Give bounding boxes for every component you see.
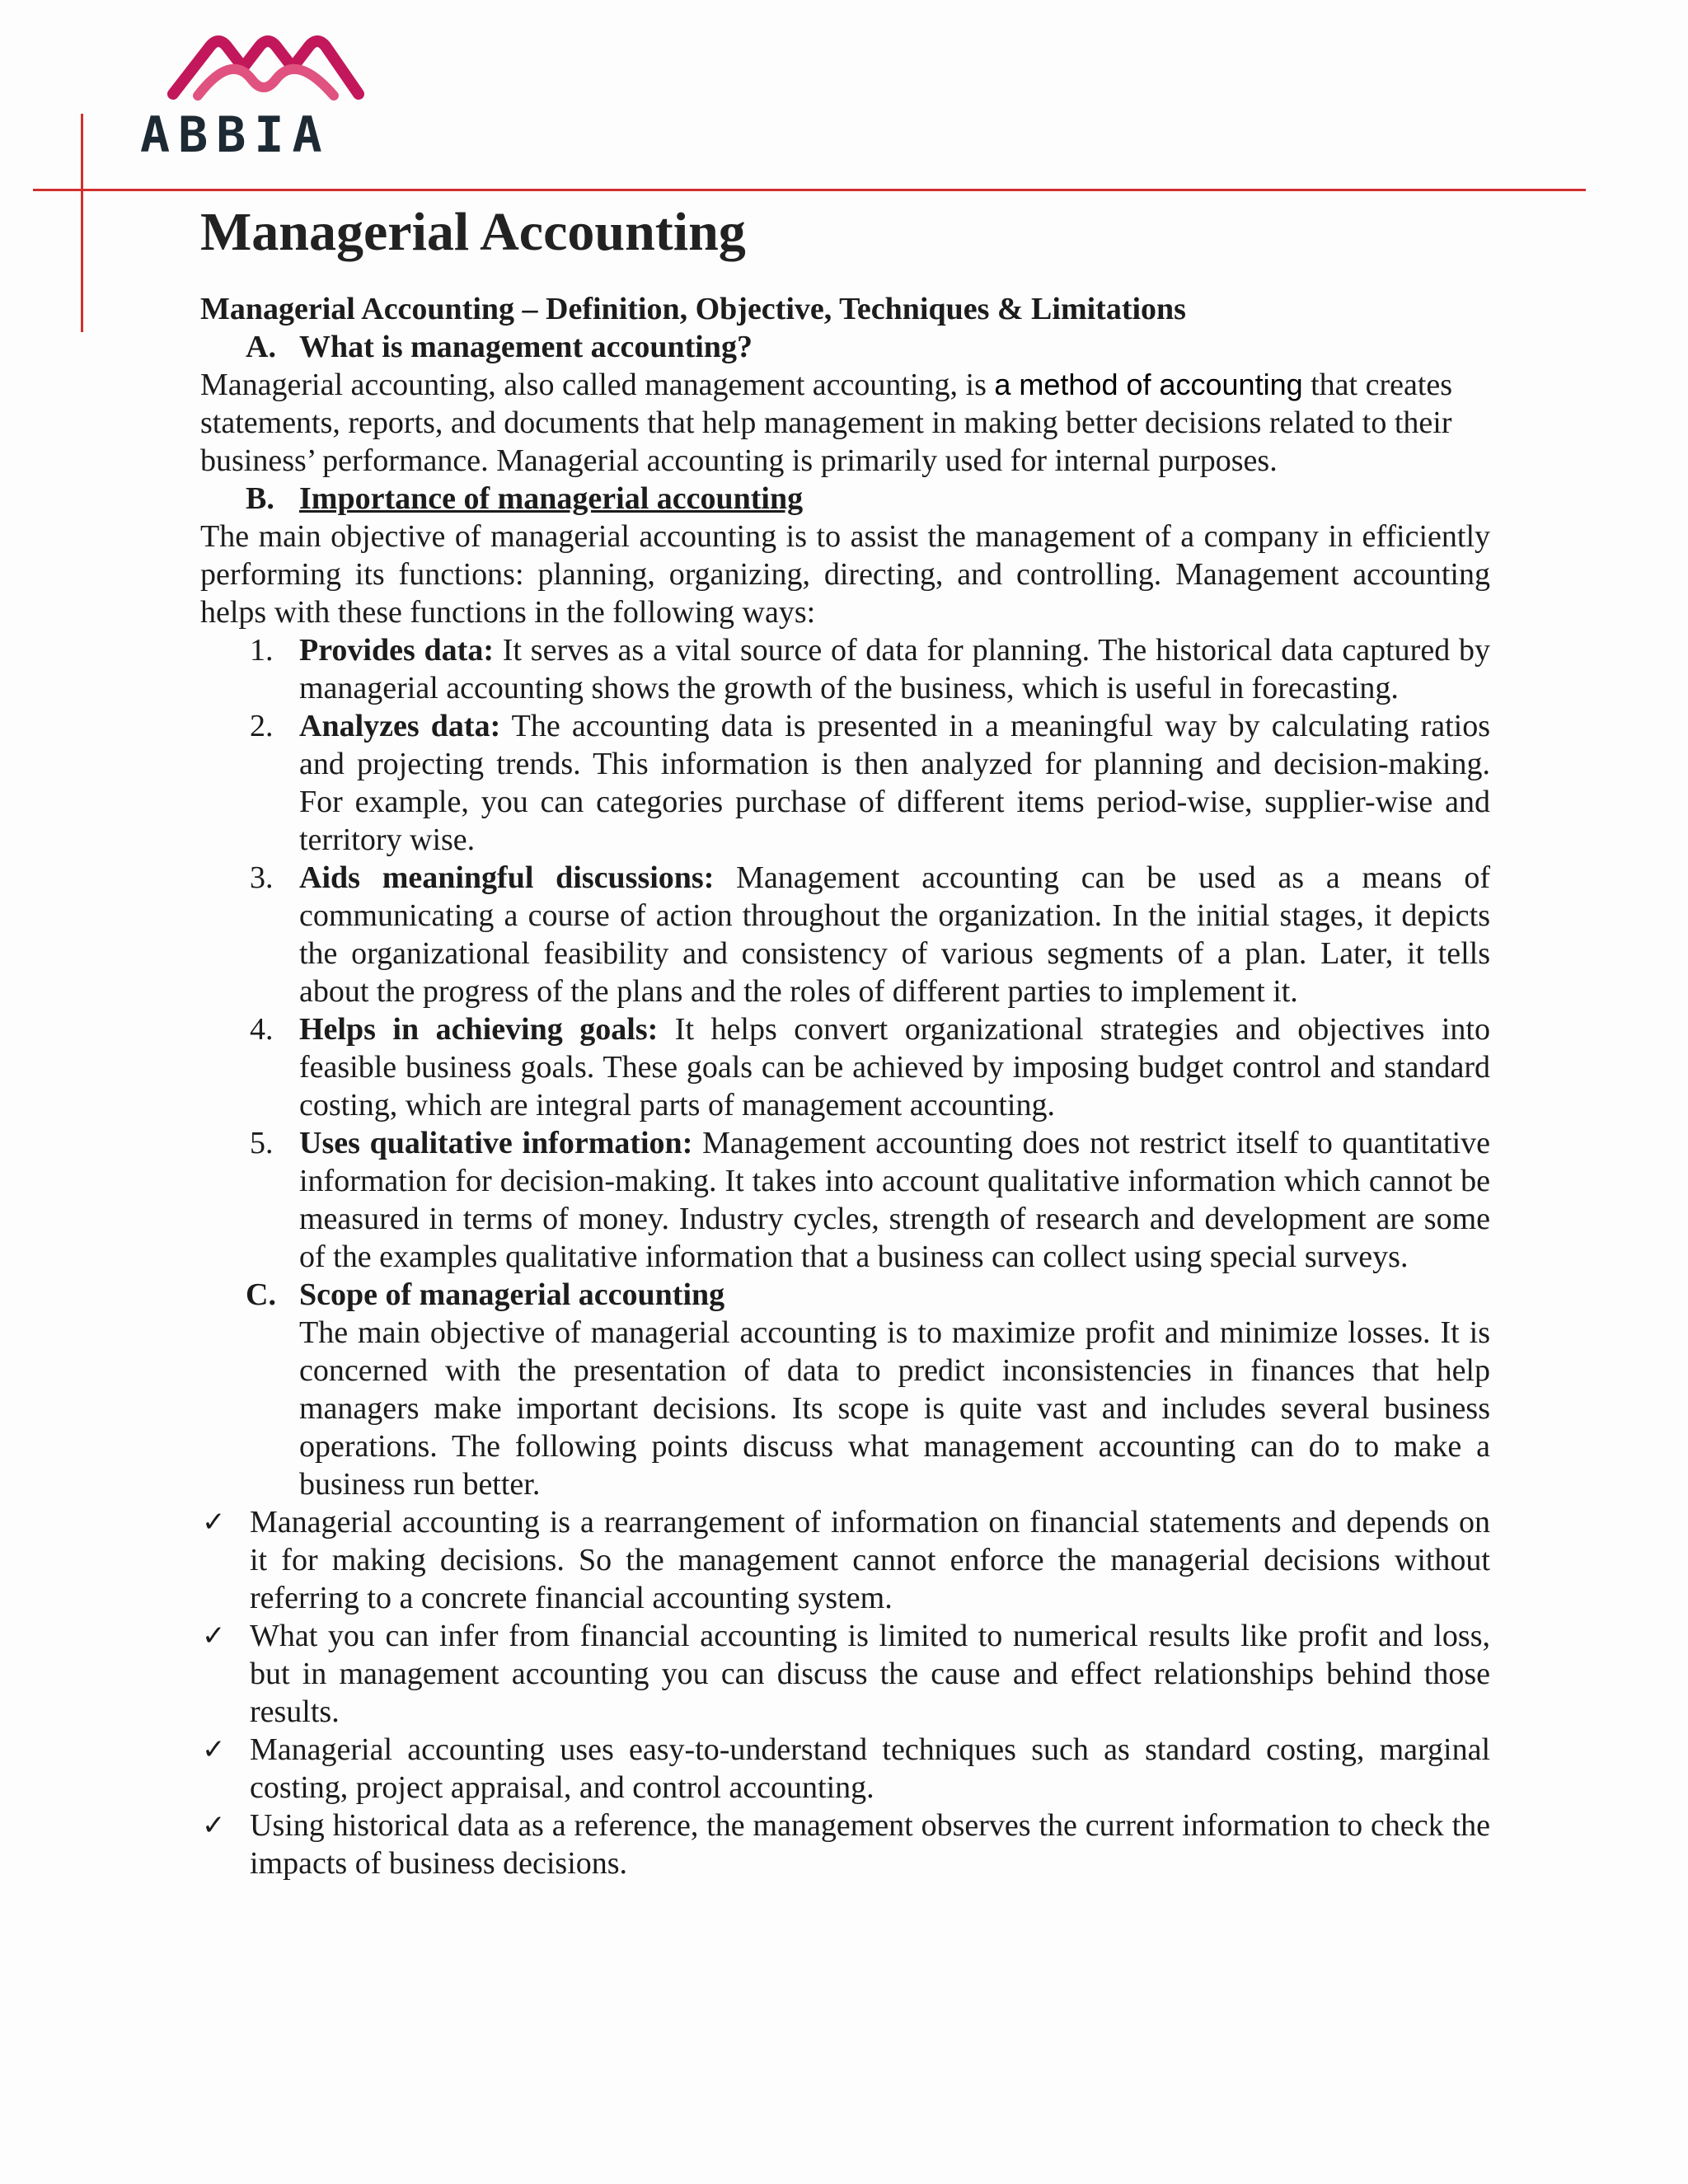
list-item [200,1503,1490,1617]
list-number: 2. [250,709,274,743]
list-label: Aids meaningful discussions: [299,860,715,895]
list-text: Management accounting does not restrict itself to quantitative information for decision-making. It takes into account qualitative information which cannot be measured in terms of money. Industry cycles, strength of research and development are some of the examples qualitative information that a business can collect using special surveys. [299,1126,1490,1274]
list-label: Provides data: [299,633,494,668]
document-subtitle: Managerial Accounting – Definition, Objective, Techniques & Limitations [200,292,1186,326]
list-number: 3. [250,860,274,895]
section-b-heading [200,480,1490,518]
page-title: Managerial Accounting [200,202,746,262]
list-text: Management accounting can be used as a means of communicating a course of action throughout the organization. In the initial stages, it depicts the organizational feasibility and consistency of various segments of a plan. Later, it tells about the progress of the plans and the roles of different parties to implement it. [299,860,1490,1009]
list-text: It helps convert organizational strategies and objectives into feasible business goals. These goals can be achieved by imposing budget control and standard costing, which are integral parts of management accounting. [299,1012,1490,1122]
list-number: 5. [250,1126,274,1160]
list-label: Helps in achieving goals: [299,1012,659,1047]
check-text: What you can infer from financial accounting is limited to numerical results like profit and loss, but in management accounting you can discuss the cause and effect relationships behind those results. [250,1619,1490,1729]
logo-mark-icon [140,28,379,110]
section-b-intro: The main objective of managerial accounting is to assist the management of a company in efficiently performing its functions: planning, organizing, directing, and controlling. Management accounting helps with these functions in the following ways: [200,519,1490,630]
list-item [200,859,1490,1010]
header-rule-vertical [81,114,83,332]
list-label: Analyzes data: [299,709,501,743]
check-icon: ✓ [202,1809,226,1842]
document-body [200,198,1490,1882]
section-c-body: The main objective of managerial accounting is to maximize profit and minimize losses. It is concerned with the presentation of data to predict inconsistencies in finances that help managers make important decisions. Its scope is quite vast and includes several business operations. The following points discuss what management accounting can do to make a business run better. [299,1315,1490,1502]
list-item [200,1617,1490,1731]
scope-checklist [200,1503,1490,1882]
list-item [200,707,1490,859]
list-text: The accounting data is presented in a meaningful way by calculating ratios and projecting trends. This information is then analyzed for planning and decision-making. For example, you can categories purchase of different items period-wise, supplier-wise and territory wise. [299,709,1490,857]
section-b-letter: B. [246,481,274,516]
section-a-text-start: Managerial accounting, also called management accounting, is [200,368,995,402]
method-of-accounting-link[interactable]: a method of accounting [994,368,1303,401]
check-text: Managerial accounting uses easy-to-understand techniques such as standard costing, marginal costing, project appraisal, and control accounting. [250,1732,1490,1805]
section-c-letter: C. [246,1277,276,1312]
check-text: Managerial accounting is a rearrangement of information on financial statements and depends on it for making decisions. So the management cannot enforce the managerial decisions without referring to a concrete financial accounting system. [250,1505,1490,1615]
abbia-logo [140,28,379,164]
list-item [200,1010,1490,1124]
section-a-title: What is management accounting? [299,330,753,364]
section-a-paragraph [200,366,1490,480]
list-label: Uses qualitative information: [299,1126,693,1160]
list-item [200,1807,1490,1882]
section-c-heading [200,1276,1490,1314]
section-b-title: Importance of managerial accounting [299,481,804,516]
check-icon: ✓ [202,1619,226,1652]
list-item [200,1124,1490,1276]
list-text: It serves as a vital source of data for planning. The historical data captured by managerial accounting shows the growth of the business, which is useful in forecasting. [299,633,1490,705]
check-text: Using historical data as a reference, the management observes the current information to check the impacts of business decisions. [250,1808,1490,1881]
section-a-text-end: that creates statements, reports, and documents that help management in making better decisions related to their business’ performance. Managerial accounting is primarily used for internal purposes. [200,368,1453,478]
list-item [200,1731,1490,1807]
header-rule-horizontal [33,189,1586,191]
section-a-letter: A. [246,330,276,364]
list-number: 1. [250,633,274,668]
list-number: 4. [250,1012,274,1047]
list-item [200,631,1490,707]
logo-text: ABBIA [140,106,331,164]
check-icon: ✓ [202,1733,226,1766]
section-c-title: Scope of managerial accounting [299,1277,725,1312]
importance-list [200,631,1490,1276]
check-icon: ✓ [202,1506,226,1539]
section-a-heading [200,328,1490,366]
